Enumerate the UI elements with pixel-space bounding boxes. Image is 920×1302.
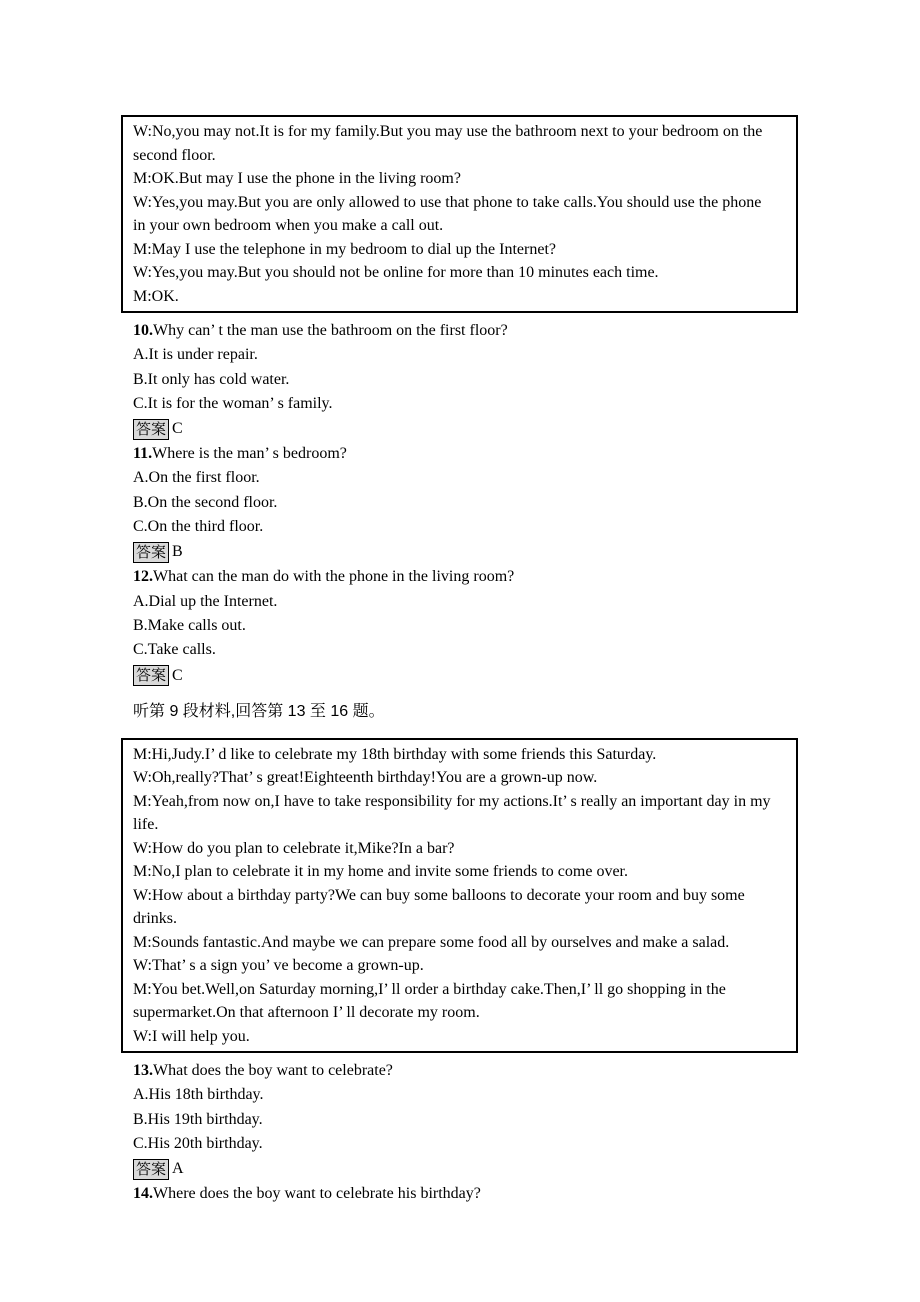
dialog-line: W:No,you may not.It is for my family.But you may use the bathroom next to your bedroom on the: [133, 123, 763, 140]
dialog-transcript-box-1: [121, 115, 798, 313]
dialog-line: supermarket.On that afternoon I’ ll decorate my room.: [133, 1004, 480, 1022]
dialog-line: M:No,I plan to celebrate it in my home and invite some friends to come over.: [133, 863, 628, 881]
dialog-line: W:That’ s a sign you’ ve become a grown-up.: [133, 957, 424, 975]
question-number: 14.: [133, 1185, 153, 1203]
dialog-line: W:I will help you.: [133, 1027, 250, 1045]
option-c: C.His 20th birthday.: [133, 1134, 263, 1152]
dialog-line: W:Yes,you may.But you should not be online for more than 10 minutes each time.: [133, 264, 659, 281]
option-a: A.Dial up the Internet.: [133, 592, 278, 610]
option-b: B.It only has cold water.: [133, 370, 290, 388]
dialog-line: M:May I use the telephone in my bedroom to dial up the Internet?: [133, 240, 556, 258]
dialog-line: M:OK.: [133, 287, 179, 305]
section-heading: 听第 9 段材料,回答第 13 至 16 题。: [133, 702, 385, 720]
option-c: C.Take calls.: [133, 641, 216, 659]
option-a: A.It is under repair.: [133, 346, 258, 364]
answer-badge: 答案: [133, 1159, 169, 1180]
question-section-1: [121, 319, 798, 688]
option-a: A.His 18th birthday.: [133, 1086, 264, 1104]
question-10: [133, 319, 798, 441]
question-number: 11.: [133, 445, 153, 463]
question-14: [133, 1182, 798, 1206]
dialog-line: W:Oh,really?That’ s great!Eighteenth birthday!You are a grown-up now.: [133, 769, 598, 787]
option-a: A.On the first floor.: [133, 469, 260, 487]
answer-row: [133, 540, 798, 564]
answer-badge: 答案: [133, 665, 169, 686]
dialog-transcript-box-2: [121, 738, 798, 1054]
dialog-line: M:Yeah,from now on,I have to take responsibility for my actions.It’ s really an important day in my: [133, 792, 771, 810]
dialog-line: W:How do you plan to celebrate it,Mike?In a bar?: [133, 839, 455, 857]
question-text: [133, 565, 798, 589]
dialog-line: life.: [133, 816, 159, 834]
question-11: [133, 442, 798, 564]
option-c: C.On the third floor.: [133, 518, 264, 536]
question-stem: Where is the man’ s bedroom?: [152, 445, 347, 463]
question-number: 13.: [133, 1062, 153, 1080]
option-b: B.Make calls out.: [133, 616, 246, 634]
dialog-line: M:OK.But may I use the phone in the living room?: [133, 170, 461, 187]
dialog-line: W:How about a birthday party?We can buy some balloons to decorate your room and buy some: [133, 886, 745, 904]
dialog-line: second floor.: [133, 146, 216, 164]
answer-badge: 答案: [133, 419, 169, 440]
question-number: 10.: [133, 322, 153, 339]
question-12: [133, 565, 798, 687]
answer-letter: C: [172, 420, 183, 438]
question-stem: Why can’ t the man use the bathroom on the first floor?: [153, 322, 508, 339]
question-text: [133, 1182, 798, 1206]
question-13: [133, 1059, 798, 1181]
answer-row: [133, 1157, 798, 1181]
dialog-line: drinks.: [133, 910, 177, 928]
question-text: [133, 319, 798, 343]
option-c: C.It is for the woman’ s family.: [133, 394, 333, 412]
option-b: B.His 19th birthday.: [133, 1110, 263, 1128]
question-stem: What does the boy want to celebrate?: [153, 1062, 393, 1080]
dialog-line: M:You bet.Well,on Saturday morning,I’ ll order a birthday cake.Then,I’ ll go shopping in the: [133, 980, 726, 998]
question-text: [133, 1059, 798, 1083]
answer-letter: C: [172, 666, 183, 684]
answer-letter: A: [172, 1160, 184, 1178]
answer-row: [133, 664, 798, 688]
answer-row: [133, 417, 798, 441]
question-text: [133, 442, 798, 466]
dialog-line: W:Yes,you may.But you are only allowed to use that phone to take calls.You should use the phone: [133, 193, 762, 211]
worksheet-page: [121, 115, 798, 1207]
answer-letter: B: [172, 543, 183, 561]
question-section-2: [121, 1059, 798, 1206]
question-stem: What can the man do with the phone in the living room?: [153, 568, 515, 586]
question-stem: Where does the boy want to celebrate his birthday?: [153, 1185, 481, 1203]
question-number: 12.: [133, 568, 153, 586]
dialog-line: M:Hi,Judy.I’ d like to celebrate my 18th birthday with some friends this Saturday.: [133, 745, 657, 763]
answer-badge: 答案: [133, 542, 169, 563]
dialog-line: in your own bedroom when you make a call out.: [133, 217, 444, 234]
option-b: B.On the second floor.: [133, 493, 278, 511]
dialog-line: M:Sounds fantastic.And maybe we can prepare some food all by ourselves and make a salad.: [133, 933, 730, 951]
